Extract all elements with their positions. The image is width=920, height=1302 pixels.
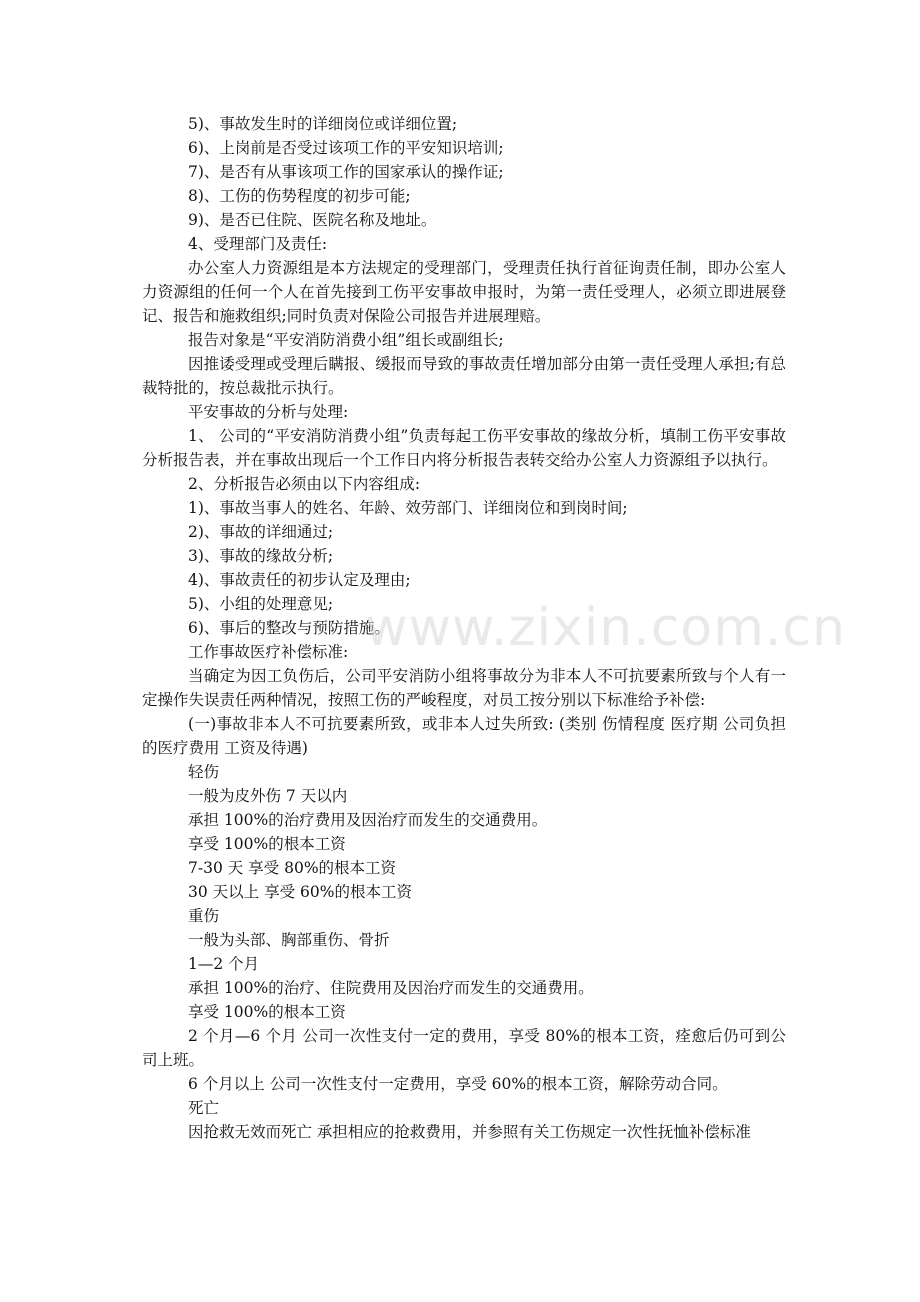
paragraph: 30 天以上 享受 60%的根本工资 (188, 883, 412, 901)
paragraph: 2 个月—6 个月 公司一次性支付一定的费用，享受 80%的根本工资，痊愈后仍可到公司上班。 (142, 1027, 786, 1069)
watermark-text: www.zixin.com.cn (365, 598, 846, 658)
paragraph: 1—2 个月 (188, 955, 260, 973)
paragraph: 享受 100%的根本工资 (188, 1003, 346, 1021)
document-body (142, 112, 786, 1144)
paragraph: 7)、是否有从事该项工作的国家承认的操作证; (188, 163, 504, 181)
paragraph: 2、分析报告必须由以下内容组成: (188, 475, 421, 493)
paragraph: 5)、小组的处理意见; (188, 595, 334, 613)
section-heading: 平安事故的分析与处理: (188, 403, 349, 421)
paragraph: 一般为皮外伤 7 天以内 (188, 787, 348, 805)
paragraph: 承担 100%的治疗、住院费用及因治疗而发生的交通费用。 (188, 979, 594, 997)
paragraph: 1、 公司的“平安消防消费小组”负责每起工伤平安事故的缘故分析，填制工伤平安事故分析报告表，并在事故出现后一个工作日内将分析报告表转交给办公室人力资源组予以执行。 (142, 427, 786, 469)
paragraph: 1)、事故当事人的姓名、年龄、效劳部门、详细岗位和到岗时间; (188, 499, 628, 517)
paragraph: 享受 100%的根本工资 (188, 835, 346, 853)
paragraph: 9)、是否已住院、医院名称及地址。 (188, 211, 437, 229)
paragraph: 办公室人力资源组是本方法规定的受理部门，受理责任执行首征询责任制，即办公室人力资源组的任何一个人在首先接到工伤平安事故申报时，为第一责任受理人，必须立即进展登记、报告和施救组织;同时负责对保险公司报告并进展理赔。 (142, 259, 786, 325)
paragraph: 2)、事故的详细通过; (188, 523, 334, 541)
paragraph: 当确定为因工负伤后，公司平安消防小组将事故分为非本人不可抗要素所致与个人有一定操作失误责任两种情况，按照工伤的严峻程度，对员工按分别以下标准给予补偿: (142, 667, 786, 709)
paragraph: 因抢救无效而死亡 承担相应的抢救费用，并参照有关工伤规定一次性抚恤补偿标准 (188, 1123, 751, 1141)
paragraph: 6)、事后的整改与预防措施。 (188, 619, 390, 637)
section-heading: 4、受理部门及责任: (188, 235, 328, 253)
paragraph: 5)、事故发生时的详细岗位或详细位置; (188, 115, 458, 133)
paragraph: 4)、事故责任的初步认定及理由; (188, 571, 411, 589)
paragraph: 一般为头部、胸部重伤、骨折 (188, 931, 390, 949)
category-label: 重伤 (188, 907, 220, 925)
paragraph: 报告对象是“平安消防消费小组”组长或副组长; (188, 331, 504, 349)
paragraph: 6 个月以上 公司一次性支付一定费用，享受 60%的根本工资，解除劳动合同。 (188, 1075, 728, 1093)
paragraph: 因推诿受理或受理后瞒报、缓报而导致的事故责任增加部分由第一责任受理人承担;有总裁特批的，按总裁批示执行。 (142, 355, 786, 397)
paragraph: (一)事故非本人不可抗要素所致，或非本人过失所致: (类别 伤情程度 医疗期 公司负担的医疗费用 工资及待遇) (142, 715, 786, 757)
paragraph: 7-30 天 享受 80%的根本工资 (188, 859, 397, 877)
paragraph: 8)、工伤的伤势程度的初步可能; (188, 187, 411, 205)
section-heading: 工作事故医疗补偿标准: (188, 643, 349, 661)
category-label: 死亡 (188, 1099, 220, 1117)
paragraph: 6)、上岗前是否受过该项工作的平安知识培训; (188, 139, 504, 157)
paragraph: 承担 100%的治疗费用及因治疗而发生的交通费用。 (188, 811, 548, 829)
paragraph: 3)、事故的缘故分析; (188, 547, 334, 565)
category-label: 轻伤 (188, 763, 220, 781)
